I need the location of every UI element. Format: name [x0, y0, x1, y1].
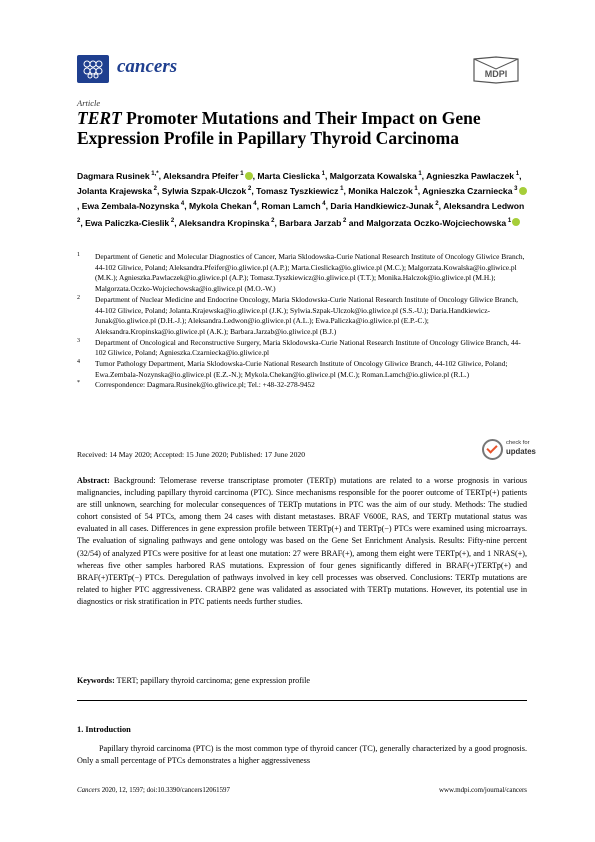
author-name[interactable]: Tomasz Tyszkiewicz — [256, 185, 339, 196]
orcid-icon[interactable] — [245, 172, 253, 180]
author-separator: , — [157, 185, 162, 196]
check-line1: check for — [506, 440, 530, 446]
orcid-icon[interactable] — [512, 218, 520, 226]
author-affiliation-mark: 2 — [246, 185, 252, 192]
author-affiliation-mark: 1 — [319, 171, 325, 177]
abstract-text: Background: Telomerase reverse transcriptase promoter (TERTp) mutations are related to a worse prognosis in various malignancies, including papillary thyroid carcinoma (PTC). Since mechanisms responsible for the poorer outcome of TERTp(+) patients are still unknown, searching for molecular consequences of TERTp mutations in PTC was the aim of our study. Methods: The studied cohort consisted of 54 PTCs, among them 24 cases with distant metastases. BRAF V600E, RAS, and TERTp mutational status was evaluated in all cases. Differences in gene expression profile between TERTp(+) and TERTp(−) PTCs were examined using microarrays. The evaluation of signaling pathways and gene ontology was based on the Gene Set Enrichment Analysis. Results: Fifty-nine percent (32/54) of analyzed PTCs were positive for at least one mutation: 27 were BRAF(+), among them eight were TERTp(+), and 1 NRAS(+), whereas five other samples harbored RAS mutations. Expression of four genes significantly differed in BRAF(+)TERTp(+) and BRAF(+)TERTp(−) PTCs. Deregulation of pathways involved in key cell processes was observed. Conclusions: TERTp mutations are related to higher PTC aggressiveness. CRABP2 gene was validated as associated with TERTp mutations. However, its potential use in diagnostics or risk stratification in PTC patients needs further studies. — [77, 476, 527, 606]
intro-paragraph: Papillary thyroid carcinoma (PTC) is the most common type of thyroid cancer (TC), generally characterized by a good prognosis. Only a small percentage of PTCs demonstrates a higher aggressiveness — [77, 744, 527, 766]
affiliation-number: 2 — [77, 294, 80, 301]
author-separator: , — [417, 185, 423, 196]
affiliation-list — [77, 252, 527, 391]
author-affiliation-mark: 1 — [338, 185, 344, 192]
author-separator: , — [438, 200, 444, 211]
author-name[interactable]: Aleksandra Ledwon — [443, 200, 525, 211]
author-separator: , — [77, 200, 82, 211]
author-affiliation-mark: 2 — [152, 185, 158, 192]
footer-citation — [77, 787, 230, 794]
author-affiliation-mark: 3 — [512, 185, 518, 192]
affiliation — [77, 380, 527, 391]
affiliation-text: Department of Nuclear Medicine and Endocrine Oncology, Maria Sklodowska-Curie National Research Institute of Oncology Gliwice Branch, 44-102 Gliwice, Poland; Jolanta.Krajewska@io.gliwice.pl (J.K.); Sylwia.Szpak-Ulczok@io.gliwice.pl (S.S.-U.); Daria.Handkiewicz-Junak@io.gliwice.pl (D.H.-J.); Aleksandra.Ledwon@io.gliwice.pl (A.L.); Ewa.Paliczka@io.gliwice.pl (E.P.-C.); Aleksandra.Kropinska@io.gliwice.pl (A.K.); Barbara.Jarzab@io.gliwice.pl (B.J.) — [95, 294, 518, 336]
author-affiliation-mark: 1 — [506, 217, 512, 224]
author-name[interactable]: Agnieszka Pawlaczek — [426, 170, 515, 181]
check-line2: updates — [506, 447, 536, 456]
publication-dates: Received: 14 May 2020; Accepted: 15 June 2020; Published: 17 June 2020 — [77, 450, 305, 459]
author-name[interactable]: Ewa Paliczka-Cieslik — [85, 217, 170, 228]
affiliation-text: Tumor Pathology Department, Maria Sklodowska-Curie National Research Institute of Oncology Gliwice Branch, 44-102 Gliwice, Poland; Ewa.Zembala-Nozynska@io.gliwice.pl (E.Z.-N.); Mykola.Chekan@io.gliwice.pl (M.C.); Roman.Lamch@io.gliwice.pl (R.L.) — [95, 359, 508, 379]
author-affiliation-mark: 2 — [269, 217, 275, 224]
author-separator: , — [252, 170, 258, 181]
keywords — [77, 676, 527, 685]
author-name[interactable]: Monika Halczok — [348, 185, 413, 196]
author-list — [77, 168, 527, 229]
author-separator: , — [421, 170, 427, 181]
affiliation-number: 1 — [77, 252, 80, 258]
author-affiliation-mark: 2 — [341, 217, 347, 224]
author-separator: , — [343, 185, 349, 196]
author-separator: and — [346, 217, 367, 228]
author-affiliation-mark: 1 — [514, 171, 520, 177]
affiliation-text: Department of Oncological and Reconstructive Surgery, Maria Sklodowska-Curie National Research Institute of Oncology Gliwice Branch, 44-102 Gliwice, Poland; Agnieszka.Czarniecka@io.gliwice.pl — [95, 337, 521, 358]
author-name[interactable]: Ewa Zembala-Nozynska — [81, 200, 180, 211]
author-affiliation-mark: 1 — [238, 171, 244, 177]
author-name[interactable]: Malgorzata Kowalska — [329, 170, 417, 181]
keywords-text: TERT; papillary thyroid carcinoma; gene expression profile — [116, 676, 310, 685]
affiliation — [77, 295, 527, 338]
author-name[interactable]: Mykola Chekan — [189, 200, 252, 211]
author-affiliation-mark: 4 — [251, 200, 257, 207]
author-affiliation-mark: 2 — [169, 217, 175, 224]
mdpi-logo-text: MDPI — [484, 69, 508, 79]
mdpi-logo-icon — [470, 55, 522, 85]
author-affiliation-mark: 4 — [179, 200, 185, 207]
author-separator: , — [251, 185, 257, 196]
affiliation — [77, 338, 527, 359]
article-type: Article — [77, 98, 101, 108]
check-icon — [482, 439, 503, 460]
author-separator: , — [324, 170, 330, 181]
divider — [77, 700, 527, 701]
author-separator: , — [80, 217, 86, 228]
author-name[interactable]: Dagmara Rusinek — [77, 170, 150, 181]
author-name[interactable]: Aleksandra Pfeifer — [163, 170, 239, 181]
author-affiliation-mark: 1 — [416, 171, 422, 177]
author-affiliation-mark: 1 — [412, 185, 418, 192]
author-name[interactable]: Sylwia Szpak-Ulczok — [161, 185, 247, 196]
title-italic: TERT — [77, 108, 122, 128]
section-heading: 1. Introduction — [77, 725, 131, 734]
author-separator: , — [325, 200, 331, 211]
affiliation — [77, 252, 527, 295]
journal-name: cancers — [117, 56, 178, 77]
affiliation-number: 3 — [77, 337, 80, 344]
author-separator: , — [256, 200, 262, 211]
author-name[interactable]: Roman Lamch — [261, 200, 321, 211]
affiliation-number: 4 — [77, 359, 80, 366]
affiliation-text: Correspondence: Dagmara.Rusinek@io.gliwice.pl; Tel.: +48-32-278-9452 — [95, 380, 315, 390]
abstract — [77, 475, 527, 608]
footer-citation-rest: 2020, 12, 1597; doi:10.3390/cancers12061597 — [99, 787, 230, 794]
author-separator: , — [274, 217, 280, 228]
affiliation — [77, 359, 527, 380]
author-separator: , — [184, 200, 190, 211]
check-for-updates-badge[interactable] — [482, 437, 536, 463]
author-name[interactable]: Daria Handkiewicz-Junak — [330, 200, 434, 211]
author-name[interactable]: Marta Cieslicka — [257, 170, 320, 181]
author-separator: , — [174, 217, 179, 228]
author-name[interactable]: Jolanta Krajewska — [77, 185, 152, 196]
author-affiliation-mark: 4 — [320, 200, 326, 207]
author-affiliation-mark: 1,* — [149, 171, 159, 177]
affiliation-number: * — [77, 380, 80, 387]
author-affiliation-mark: 2 — [77, 217, 81, 224]
article-title — [77, 108, 527, 148]
journal-logo-icon — [77, 55, 109, 83]
orcid-icon[interactable] — [519, 187, 527, 195]
author-name[interactable]: Aleksandra Kropinska — [178, 217, 270, 228]
author-separator: , — [519, 170, 522, 181]
footer-url[interactable]: www.mdpi.com/journal/cancers — [439, 787, 527, 794]
author-affiliation-mark: 2 — [433, 200, 439, 207]
author-separator: , — [158, 170, 164, 181]
abstract-label: Abstract: — [77, 476, 110, 485]
title-rest: Promoter Mutations and Their Impact on Gene Expression Profile in Papillary Thyroid Carcinoma — [77, 108, 481, 148]
author-name[interactable]: Barbara Jarzab — [279, 217, 342, 228]
keywords-label: Keywords: — [77, 676, 115, 685]
author-name[interactable]: Malgorzata Oczko-Wojciechowska — [366, 217, 507, 228]
footer-journal: Cancers — [77, 787, 100, 794]
author-name[interactable]: Agnieszka Czarniecka — [422, 185, 513, 196]
affiliation-text: Department of Genetic and Molecular Diagnostics of Cancer, Maria Sklodowska-Curie National Research Institute of Oncology Gliwice Branch, 44-102 Gliwice, Poland; Aleksandra.Pfeifer@io.gliwice.pl (A.P.); Marta.Cieslicka@io.gliwice.pl (M.C.); Malgorzata.Kowalska@io.gliwice.pl (M.K.); Agnieszka.Pawlaczek@io.gliwice.pl (A.P.); Tomasz.Tyszkiewicz@io.gliwice.pl (T.T.); Monika.Halczok@io.gliwice.pl (M.H.); Malgorzata.Oczko-Wojciechowska@io.gliwice.pl (M.O.-W.) — [95, 252, 525, 294]
